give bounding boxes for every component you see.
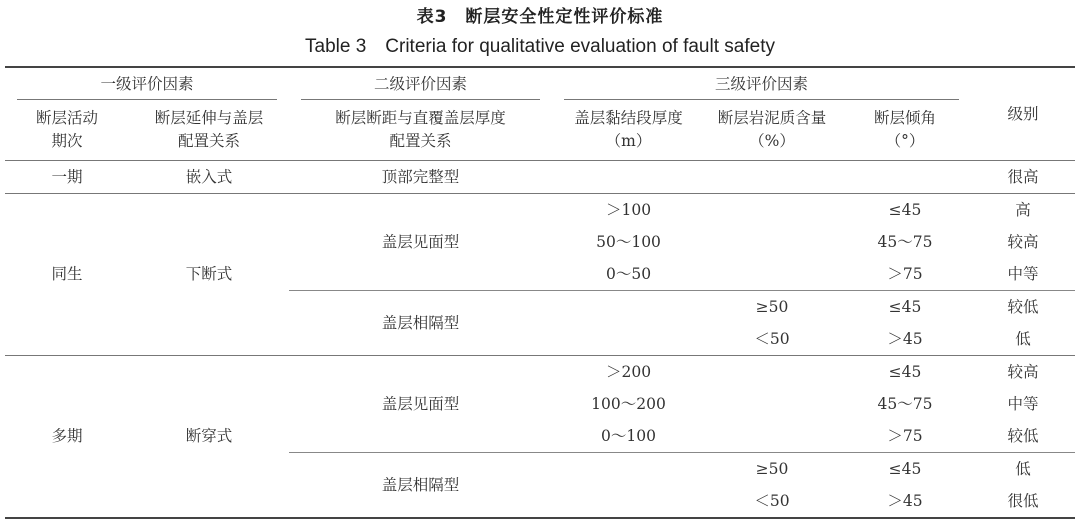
- cell-dip: ＞75: [839, 420, 971, 453]
- cell-thickness: [552, 453, 705, 486]
- cell-extension: 下断式: [129, 194, 289, 356]
- cell-dip: ＞75: [839, 258, 971, 291]
- cell-level: 低: [1015, 459, 1031, 478]
- cell-clay: [705, 226, 839, 258]
- cell-clay: [705, 161, 839, 194]
- cell-dip: 45～75: [877, 232, 933, 251]
- table-caption-cn: 表3 断层安全性定性评价标准: [416, 7, 664, 27]
- cell-dip: ≤45: [888, 362, 922, 381]
- cell-level: 很高: [971, 161, 1075, 194]
- cell-offset-type: 盖层相隔型: [289, 453, 552, 519]
- table-caption-en: Table 3 Criteria for qualitative evaluation of fault safety: [305, 36, 775, 57]
- cell-clay: ≥50: [755, 297, 789, 316]
- cell-clay: [705, 420, 839, 453]
- cell-level: 中等: [1007, 394, 1039, 413]
- cell-extension: 断穿式: [129, 356, 289, 519]
- fault-safety-criteria-table: [5, 66, 1075, 519]
- cell-clay: [705, 388, 839, 420]
- cell-thickness: [552, 291, 705, 324]
- cell-dip: ＞45: [839, 323, 971, 356]
- cell-thickness: 50～100: [596, 232, 661, 251]
- cell-extension: 嵌入式: [129, 161, 289, 194]
- cell-phase: 同生: [5, 194, 129, 356]
- cell-offset-type: 盖层相隔型: [289, 291, 552, 356]
- cell-thickness: [552, 161, 705, 194]
- header-caprock-thickness: 盖层黏结段厚度 （m）: [552, 100, 705, 161]
- cell-offset-type: 盖层见面型: [289, 194, 552, 291]
- cell-level: 很低: [971, 485, 1075, 518]
- cell-thickness: [552, 485, 705, 518]
- cell-clay: [705, 356, 839, 389]
- cell-dip: ≤45: [888, 200, 922, 219]
- cell-level: 较高: [1007, 232, 1039, 251]
- cell-offset-type: 顶部完整型: [289, 161, 552, 194]
- cell-clay: ≥50: [755, 459, 789, 478]
- cell-dip: 45～75: [877, 394, 933, 413]
- cell-level: 较低: [971, 420, 1075, 453]
- header-dip-angle: 断层倾角 （°）: [839, 100, 971, 161]
- cell-phase: 一期: [5, 161, 129, 194]
- header-activity-phase: 断层活动 期次: [5, 100, 129, 161]
- header-level: 级别: [971, 67, 1075, 161]
- header-offset-relation: 断层断距与直覆盖层厚度 配置关系: [289, 100, 552, 161]
- cell-phase: 多期: [5, 356, 129, 519]
- cell-dip: [839, 161, 971, 194]
- cell-thickness: ＞100: [605, 200, 652, 219]
- cell-level: 较低: [1007, 297, 1039, 316]
- cell-level: 低: [971, 323, 1075, 356]
- header-extension-relation: 断层延伸与盖层 配置关系: [129, 100, 289, 161]
- cell-level: 较高: [1007, 362, 1039, 381]
- cell-level: 中等: [971, 258, 1075, 291]
- cell-thickness: [552, 323, 705, 356]
- header-group-1: 一级评价因素: [5, 67, 289, 100]
- cell-level: 高: [1015, 200, 1031, 219]
- cell-offset-type: 盖层见面型: [289, 356, 552, 453]
- header-group-2: 二级评价因素: [289, 67, 552, 100]
- cell-thickness: 0～50: [552, 258, 705, 291]
- cell-clay: [705, 194, 839, 227]
- cell-thickness: ＞200: [605, 362, 652, 381]
- cell-clay: [705, 258, 839, 291]
- cell-dip: ≤45: [888, 297, 922, 316]
- header-clay-content: 断层岩泥质含量 （%）: [705, 100, 839, 161]
- cell-thickness: 100～200: [591, 394, 666, 413]
- cell-clay: ＜50: [705, 485, 839, 518]
- cell-clay: ＜50: [705, 323, 839, 356]
- cell-thickness: 0～100: [552, 420, 705, 453]
- header-group-3: 三级评价因素: [552, 67, 971, 100]
- cell-dip: ＞45: [839, 485, 971, 518]
- cell-dip: ≤45: [888, 459, 922, 478]
